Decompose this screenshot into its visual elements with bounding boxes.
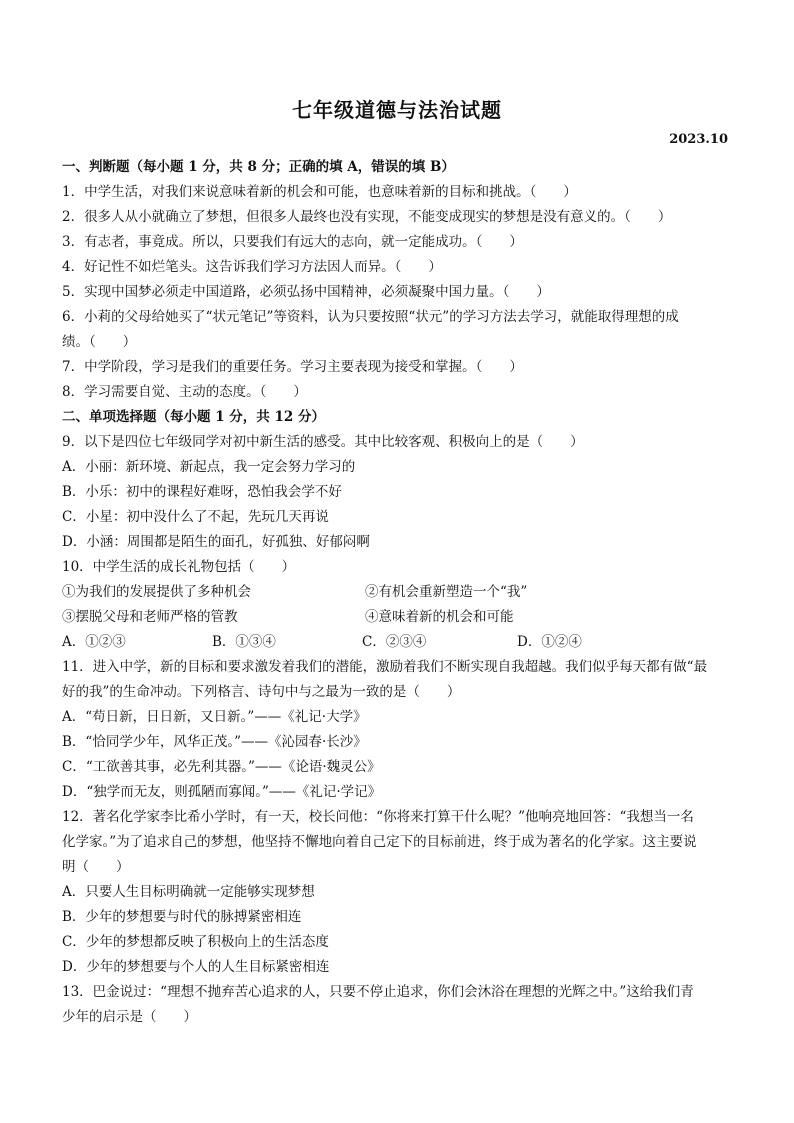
question-11-option-d: D．“独学而无友，则孤陋而寡闻。”——《礼记·学记》 [62, 784, 382, 800]
exam-content [62, 155, 732, 1030]
question-9-option-a: A．小丽：新环境、新起点，我一定会努力学习的 [62, 459, 356, 475]
question-11-stem-line2: 好的我”的生命冲动。下列格言、诗句中与之最为一致的是（ ） [62, 684, 461, 700]
question-10-option-a: A．①②③ [62, 634, 126, 650]
question-12-stem-line2: 化学家。”为了追求自己的梦想，他坚持不懈地向着自己定下的目标前进，终于成为著名的化学家。这主要说 [62, 834, 697, 850]
section-title-choice: 二、单项选择题（每小题 1 分，共 12 分） [62, 409, 325, 425]
question-9-option-b: B．小乐：初中的课程好难呀，恐怕我会学不好 [62, 484, 342, 500]
question-13-stem-line1: 13．巴金说过：“理想不抛弃苦心追求的人，只要不停止追求，你们会沐浴在理想的光辉之中。”这给我们青 [62, 984, 694, 1000]
question-1: 1．中学生活，对我们来说意味着新的机会和可能，也意味着新的目标和挑战。（ ） [62, 184, 577, 200]
question-6-line1: 6．小莉的父母给她买了“状元笔记”等资料，认为只要按照“状元”的学习方法去学习，就能取得理想的成 [62, 309, 679, 325]
exam-date: 2023.10 [669, 132, 728, 147]
question-10-statements [62, 580, 732, 630]
exam-title: 七年级道德与法治试题 [292, 98, 502, 122]
question-10-options [62, 630, 732, 655]
question-12-option-d: D．少年的梦想要与个人的人生目标紧密相连 [62, 959, 330, 975]
question-11-option-a: A．“苟日新，日日新，又日新。”——《礼记·大学》 [62, 709, 367, 725]
question-2: 2．很多人从小就确立了梦想，但很多人最终也没有实现，不能变成现实的梦想是没有意义的。（ ） [62, 209, 672, 225]
question-12-option-b: B．少年的梦想要与时代的脉搏紧密相连 [62, 909, 302, 925]
question-9-option-c: C．小星：初中没什么了不起，先玩几天再说 [62, 509, 329, 525]
question-11-option-b: B．“恰同学少年，风华正茂。”——《沁园春·长沙》 [62, 734, 367, 750]
question-12-option-a: A．只要人生目标明确就一定能够实现梦想 [62, 884, 315, 900]
question-7: 7．中学阶段，学习是我们的重要任务。学习主要表现为接受和掌握。（ ） [62, 359, 523, 375]
question-9-stem: 9．以下是四位七年级同学对初中新生活的感受。其中比较客观、积极向上的是（ ） [62, 434, 584, 450]
question-10-option-b: B．①③④ [212, 634, 276, 650]
question-6-line2: 绩。（ ） [62, 334, 137, 350]
question-5: 5．实现中国梦必须走中国道路，必须弘扬中国精神，必须凝聚中国力量。（ ） [62, 284, 550, 300]
question-9-option-d: D．小涵：周围都是陌生的面孔，好孤独、好郁闷啊 [62, 534, 370, 550]
question-10-stem: 10．中学生活的成长礼物包括（ ） [62, 559, 296, 575]
section-title-judgment: 一、判断题（每小题 1 分，共 8 分；正确的填 A，错误的填 B） [62, 159, 455, 175]
statement-1: ①为我们的发展提供了多种机会 [62, 584, 251, 600]
statement-4: ④意味着新的机会和可能 [365, 609, 514, 625]
question-10-option-c: C．②③④ [362, 634, 427, 650]
statement-2: ②有机会重新塑造一个“我” [365, 584, 528, 600]
question-12-stem-line1: 12．著名化学家李比希小学时，有一天，校长问他：“你将来打算干什么呢？”他响亮地回答：“我想当一名 [62, 809, 694, 825]
question-8: 8．学习需要自觉、主动的态度。（ ） [62, 384, 307, 400]
question-3: 3．有志者，事竟成。所以，只要我们有远大的志向，就一定能成功。（ ） [62, 234, 523, 250]
question-11-option-c: C．“工欲善其事，必先利其器。”——《论语·魏灵公》 [62, 759, 381, 775]
question-4: 4．好记性不如烂笔头。这告诉我们学习方法因人而异。（ ） [62, 259, 442, 275]
question-13-stem-line2: 少年的启示是（ ） [62, 1009, 197, 1025]
question-12-option-c: C．少年的梦想都反映了积极向上的生活态度 [62, 934, 329, 950]
question-10-option-d: D．①②④ [517, 634, 582, 650]
question-12-stem-line3: 明（ ） [62, 859, 130, 875]
statement-3: ③摆脱父母和老师严格的管教 [62, 609, 238, 625]
question-11-stem-line1: 11．进入中学，新的目标和要求激发着我们的潜能，激励着我们不断实现自我超越。我们似乎每天都有做“最 [62, 659, 708, 675]
